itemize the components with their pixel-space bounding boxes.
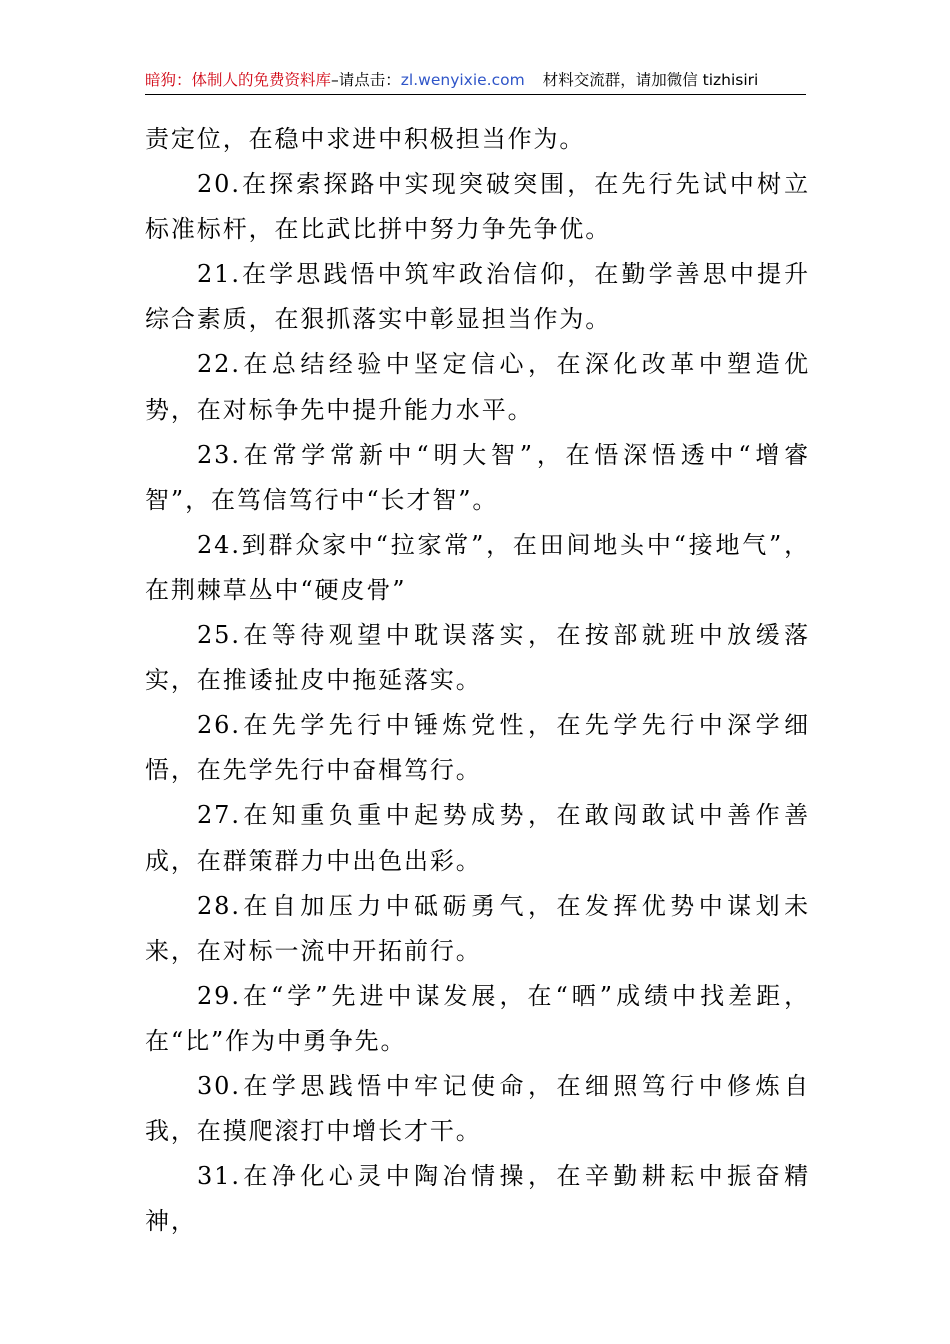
document-body — [145, 117, 810, 1244]
header-site-link[interactable]: zl.wenyixie.com — [400, 71, 525, 89]
paragraph-item-22: 22.在总结经验中坚定信心，在深化改革中塑造优势，在对标争先中提升能力水平。 — [145, 350, 810, 424]
paragraph-item-24: 24.到群众家中“拉家常”，在田间地头中“接地气”，在荆棘草丛中“硬皮骨” — [145, 530, 810, 604]
paragraph-item-23: 23.在常学常新中“明大智”，在悟深悟透中“增睿智”，在笃信笃行中“长才智”。 — [145, 440, 810, 514]
paragraph-item-27: 27.在知重负重中起势成势，在敢闯敢试中善作善成，在群策群力中出色出彩。 — [145, 801, 810, 875]
paragraph-item-21: 21.在学思践悟中筑牢政治信仰，在勤学善思中提升综合素质，在狠抓落实中彰显担当作为。 — [145, 260, 810, 334]
header-promo-text: 暗狗：体制人的免费资料库 — [145, 71, 332, 89]
paragraph-continuation: 责定位，在稳中求进中积极担当作为。 — [145, 125, 586, 153]
paragraph-item-30: 30.在学思践悟中牢记使命，在细照笃行中修炼自我，在摸爬滚打中增长才干。 — [145, 1071, 810, 1146]
paragraph-item-20: 20.在探索探路中实现突破突围，在先行先试中树立标准标杆，在比武比拼中努力争先争优。 — [145, 170, 810, 244]
paragraph-item-29: 29.在“学”先进中谋发展，在“晒”成绩中找差距，在“比”作为中勇争先。 — [145, 981, 810, 1055]
paragraph-item-28: 28.在自加压力中砥砺勇气，在发挥优势中谋划未来，在对标一流中开拓前行。 — [145, 891, 810, 965]
header-group-text: 材料交流群，请加微信 tizhisiri — [542, 71, 759, 89]
paragraph-item-26: 26.在先学先行中锤炼党性，在先学先行中深学细悟，在先学先行中奋楫笃行。 — [145, 711, 810, 785]
header-click-prompt: –请点击： — [331, 71, 401, 89]
paragraph-item-31: 31.在净化心灵中陶冶情操，在辛勤耕耘中振奋精神， — [145, 1162, 810, 1236]
page-header — [145, 68, 806, 95]
paragraph-item-25: 25.在等待观望中耽误落实，在按部就班中放缓落实，在推诿扯皮中拖延落实。 — [145, 621, 810, 695]
